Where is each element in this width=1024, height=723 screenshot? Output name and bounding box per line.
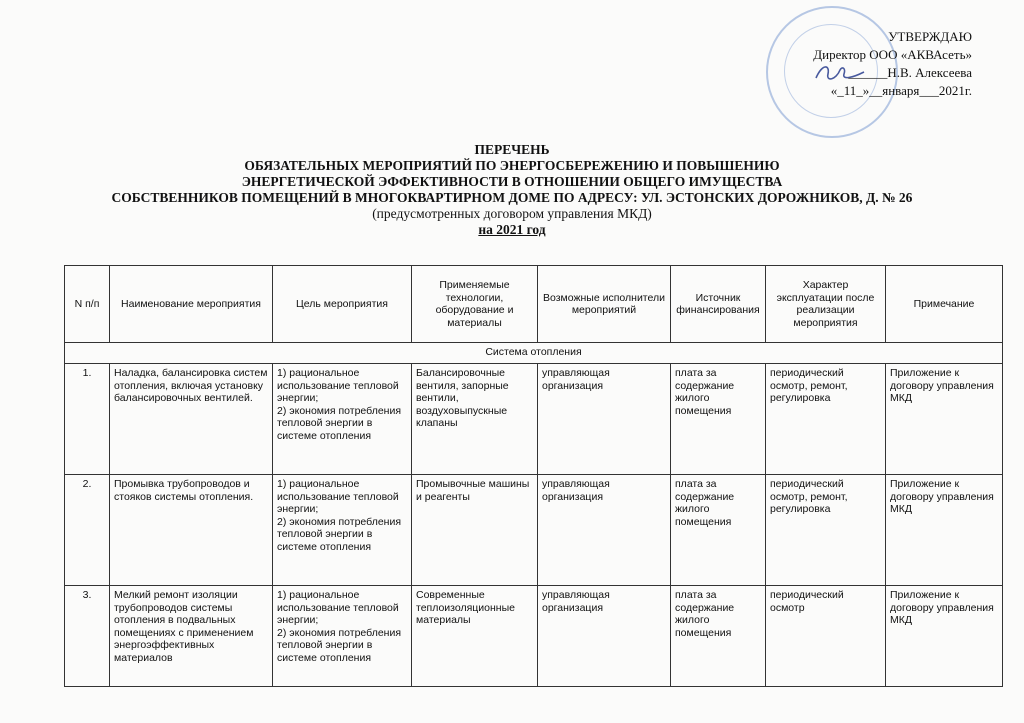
approval-title: УТВЕРЖДАЮ: [888, 29, 972, 44]
approval-date: «_11_»__января___2021г.: [830, 83, 972, 98]
measure-note: Приложение к договору управления МКД: [886, 364, 1003, 475]
heading-line-4: СОБСТВЕННИКОВ ПОМЕЩЕНИЙ В МНОГОКВАРТИРНОМ ДОМЕ ПО АДРЕСУ: УЛ. ЭСТОНСКИХ ДОРОЖНИКОВ, Д. № 26: [111, 190, 913, 205]
approval-block: [782, 28, 972, 100]
measure-note: Приложение к договору управления МКД: [886, 475, 1003, 586]
column-header: N п/п: [65, 266, 110, 343]
measure-executor: управляющая организация: [538, 364, 671, 475]
measure-goal: 1) рациональное использование тепловой энергии; 2) экономия потребления тепловой энергии в системе отопления: [273, 475, 412, 586]
section-title: Система отопления: [65, 343, 1003, 364]
measure-operation: периодический осмотр, ремонт, регулировка: [766, 475, 886, 586]
measure-name: Мелкий ремонт изоляции трубопроводов системы отопления в подвальных помещениях с применением энергоэффективных материалов: [110, 586, 273, 687]
heading-subtitle: (предусмотренных договором управления МКД): [372, 206, 652, 221]
approval-name: ______Н.В. Алексеева: [848, 65, 972, 80]
column-header: Характер эксплуатации после реализации мероприятия: [766, 266, 886, 343]
document-heading: [0, 142, 1024, 238]
measure-note: Приложение к договору управления МКД: [886, 586, 1003, 687]
measure-goal: 1) рациональное использование тепловой энергии; 2) экономия потребления тепловой энергии в системе отопления: [273, 586, 412, 687]
table-row: [65, 475, 1003, 586]
measure-operation: периодический осмотр, ремонт, регулировка: [766, 364, 886, 475]
measure-technology: Современные теплоизоляционные материалы: [412, 586, 538, 687]
approval-position: Директор ООО «АКВАсеть»: [813, 47, 972, 62]
measure-executor: управляющая организация: [538, 475, 671, 586]
measure-technology: Балансировочные вентиля, запорные вентили, воздуховыпускные клапаны: [412, 364, 538, 475]
row-number: 3.: [65, 586, 110, 687]
heading-title: ПЕРЕЧЕНЬ: [474, 142, 550, 157]
measures-table: [64, 265, 1003, 687]
heading-year: на 2021 год: [478, 222, 546, 237]
column-header: Источник финансирования: [671, 266, 766, 343]
column-header: Возможные исполнители мероприятий: [538, 266, 671, 343]
measure-name: Наладка, балансировка систем отопления, включая установку балансировочных вентилей.: [110, 364, 273, 475]
section-row: [65, 343, 1003, 364]
column-header: Цель мероприятия: [273, 266, 412, 343]
measure-executor: управляющая организация: [538, 586, 671, 687]
column-header: Применяемые технологии, оборудование и материалы: [412, 266, 538, 343]
column-header: Наименование мероприятия: [110, 266, 273, 343]
measure-funding-source: плата за содержание жилого помещения: [671, 586, 766, 687]
heading-line-2: ОБЯЗАТЕЛЬНЫХ МЕРОПРИЯТИЙ ПО ЭНЕРГОСБЕРЕЖЕНИЮ И ПОВЫШЕНИЮ: [244, 158, 780, 173]
measure-operation: периодический осмотр: [766, 586, 886, 687]
measure-funding-source: плата за содержание жилого помещения: [671, 475, 766, 586]
column-header: Примечание: [886, 266, 1003, 343]
measure-funding-source: плата за содержание жилого помещения: [671, 364, 766, 475]
measure-name: Промывка трубопроводов и стояков системы отопления.: [110, 475, 273, 586]
table-row: [65, 586, 1003, 687]
measure-goal: 1) рациональное использование тепловой энергии; 2) экономия потребления тепловой энергии в системе отопления: [273, 364, 412, 475]
table-header-row: [65, 266, 1003, 343]
row-number: 2.: [65, 475, 110, 586]
measure-technology: Промывочные машины и реагенты: [412, 475, 538, 586]
heading-line-3: ЭНЕРГЕТИЧЕСКОЙ ЭФФЕКТИВНОСТИ В ОТНОШЕНИИ ОБЩЕГО ИМУЩЕСТВА: [241, 174, 783, 189]
table-row: [65, 364, 1003, 475]
row-number: 1.: [65, 364, 110, 475]
